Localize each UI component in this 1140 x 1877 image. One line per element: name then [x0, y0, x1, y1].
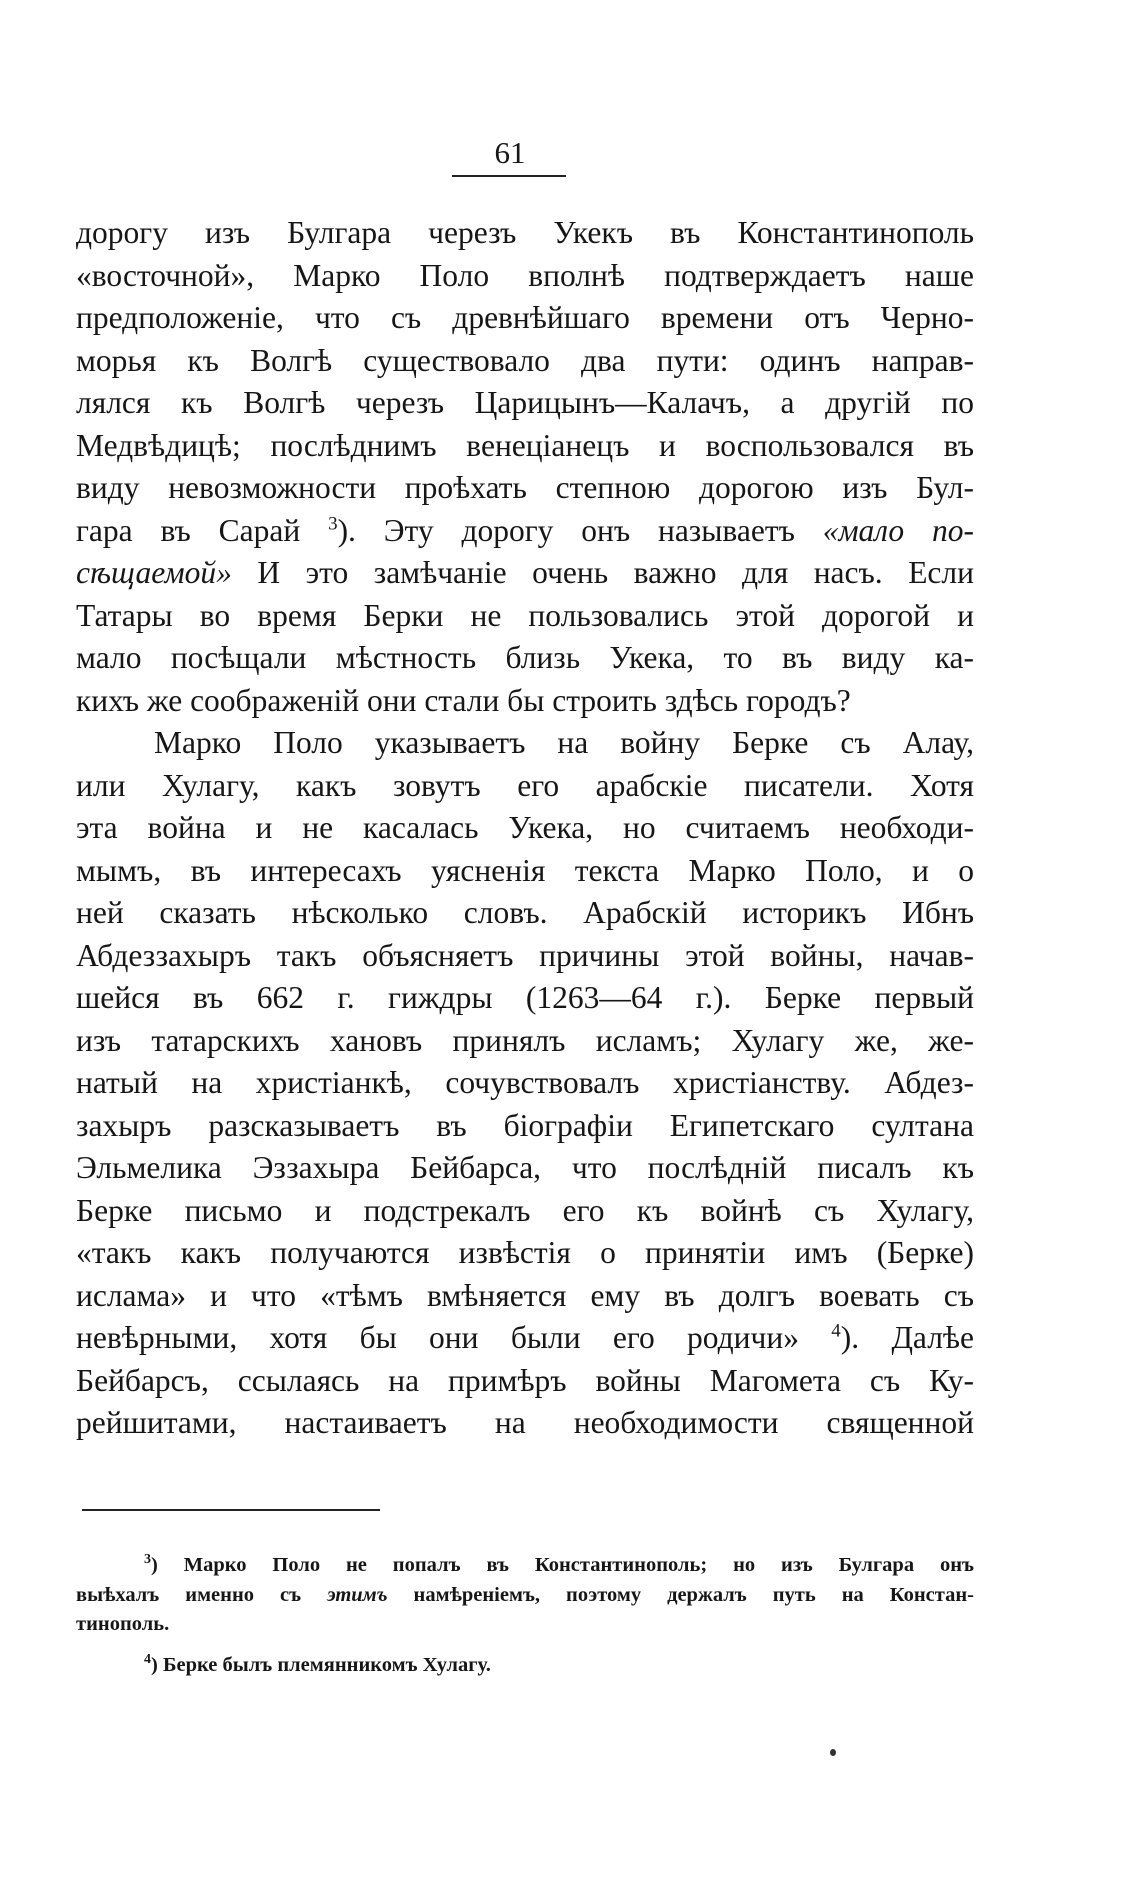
paragraph-first-line	[76, 722, 974, 765]
text-run: лялся къ Волгѣ черезъ Царицынъ—Калачъ, а другій по	[76, 385, 974, 420]
text-run: ней сказать нѣсколько словъ. Арабскій историкъ Ибнъ	[76, 895, 974, 930]
text-run: виду невозможности проѣхать степною дорогою изъ Бул-	[76, 470, 974, 505]
footnote-separator	[82, 1509, 380, 1511]
text-line	[76, 1190, 974, 1233]
text-run: ). Далѣе	[840, 1320, 974, 1355]
italic-quote: «мало по-	[822, 512, 974, 548]
text-run: мало посѣщали мѣстность близь Укека, то въ виду ка-	[76, 640, 974, 675]
text-line	[76, 637, 974, 680]
text-run: натый на христіанкѣ, сочувствовалъ христіанству. Абдез-	[76, 1065, 974, 1100]
text-run: рейшитами, настаиваетъ на необходимости священной	[76, 1405, 974, 1440]
text-line	[76, 1147, 974, 1190]
text-line	[76, 977, 974, 1020]
page-number: 61	[494, 135, 526, 170]
text-run: «такъ какъ получаются извѣстія о принятіи имъ (Берке)	[76, 1235, 974, 1270]
text-line	[76, 595, 974, 638]
footnote-reference: 4	[831, 1320, 841, 1342]
text-run: шейся въ 662 г. гиждры (1263—64 г.). Берке первый	[76, 980, 974, 1015]
text-line	[76, 552, 974, 595]
page-number-rule	[452, 175, 566, 177]
text-run: Татары во время Берки не пользовались этой дорогой и	[76, 597, 974, 633]
text-line	[76, 807, 974, 850]
text-line	[76, 467, 974, 510]
text-run: эта война и не касалась Укека, но считаемъ необходи-	[76, 810, 974, 845]
body-text	[76, 212, 974, 1445]
text-line	[76, 850, 974, 893]
ink-speck	[830, 1749, 836, 1756]
footnote-line	[76, 1610, 974, 1640]
footnote-3	[76, 1551, 974, 1640]
footnote-text: выѣхалъ именно съ	[76, 1583, 328, 1606]
footnote-marker: 3	[144, 1552, 151, 1568]
text-line	[76, 382, 974, 425]
text-line	[76, 297, 974, 340]
text-run: захыръ разсказываетъ въ біографіи Египетскаго султана	[76, 1107, 974, 1143]
text-run: Берке письмо и подстрекалъ его къ войнѣ съ Хулагу,	[76, 1192, 974, 1228]
text-run: гара въ Сарай	[76, 512, 329, 548]
text-run: Эльмелика Эззахыра Бейбарса, что послѣдній писалъ къ	[76, 1150, 974, 1185]
text-line	[76, 1232, 974, 1275]
footnote-text: намѣреніемъ, поэтому держалъ путь на Констан-	[387, 1583, 974, 1606]
text-line	[76, 935, 974, 978]
text-line	[76, 892, 974, 935]
footnote-reference: 3	[328, 513, 338, 534]
text-line	[76, 212, 974, 255]
footnotes	[76, 1540, 974, 1680]
text-line	[76, 340, 974, 383]
text-run: Абдеззахыръ такъ объясняетъ причины этой войны, начав-	[76, 937, 974, 973]
text-run: дорогу изъ Булгара черезъ Укекъ въ Константинополь	[76, 215, 974, 250]
text-run: мымъ, въ интересахъ уясненія текста Марко Поло, и о	[76, 852, 974, 888]
text-line	[76, 1360, 974, 1403]
text-line	[76, 1020, 974, 1063]
text-line	[76, 765, 974, 808]
text-run: ). Эту дорогу онъ называетъ	[337, 512, 823, 548]
text-run: морья къ Волгѣ существовало два пути: одинъ направ-	[76, 342, 974, 378]
text-line	[76, 1105, 974, 1148]
footnote-line	[76, 1651, 974, 1681]
footnote-text: тинополь.	[76, 1613, 170, 1635]
text-run: предположеніе, что съ древнѣйшаго времени отъ Черно-	[76, 300, 974, 335]
text-line	[76, 1275, 974, 1318]
footnote-text: ) Марко Поло не попалъ въ Константинополь; но изъ Булгара онъ	[151, 1554, 974, 1576]
footnote-italic: этимъ	[327, 1583, 388, 1606]
text-line	[76, 1402, 974, 1445]
text-line	[76, 1317, 974, 1360]
text-run: кихъ же соображеній они стали бы строить здѣсь городъ?	[76, 682, 851, 718]
text-line	[76, 425, 974, 468]
footnote-4	[76, 1651, 974, 1681]
text-line	[76, 510, 974, 553]
text-run: Медвѣдицѣ; послѣднимъ венеціанецъ и воспользовался въ	[76, 427, 974, 463]
text-line	[76, 680, 974, 723]
text-run: изъ татарскихъ хановъ принялъ исламъ; Хулагу же, же-	[76, 1022, 974, 1058]
text-run: ислама» и что «тѣмъ вмѣняется ему въ долгъ воевать съ	[76, 1277, 974, 1313]
footnote-text: ) Берке былъ племянникомъ Хулагу.	[151, 1653, 491, 1676]
italic-quote: сѣщаемой»	[76, 555, 232, 590]
text-run: И это замѣчаніе очень важно для насъ. Если	[231, 555, 974, 590]
text-line	[76, 1062, 974, 1105]
text-run: или Хулагу, какъ зовутъ его арабскіе писатели. Хотя	[76, 767, 974, 803]
text-line	[76, 255, 974, 298]
footnote-line	[76, 1581, 974, 1611]
footnote-line	[76, 1551, 974, 1581]
text-run: Бейбарсъ, ссылаясь на примѣръ войны Магомета съ Ку-	[76, 1362, 974, 1398]
text-run: невѣрными, хотя бы они были его родичи»	[76, 1320, 832, 1355]
footnote-marker: 4	[144, 1651, 151, 1667]
text-run: Марко Поло указываетъ на войну Берке съ Алау,	[154, 725, 974, 760]
text-run: «восточной», Марко Поло вполнѣ подтверждаетъ наше	[76, 257, 974, 293]
